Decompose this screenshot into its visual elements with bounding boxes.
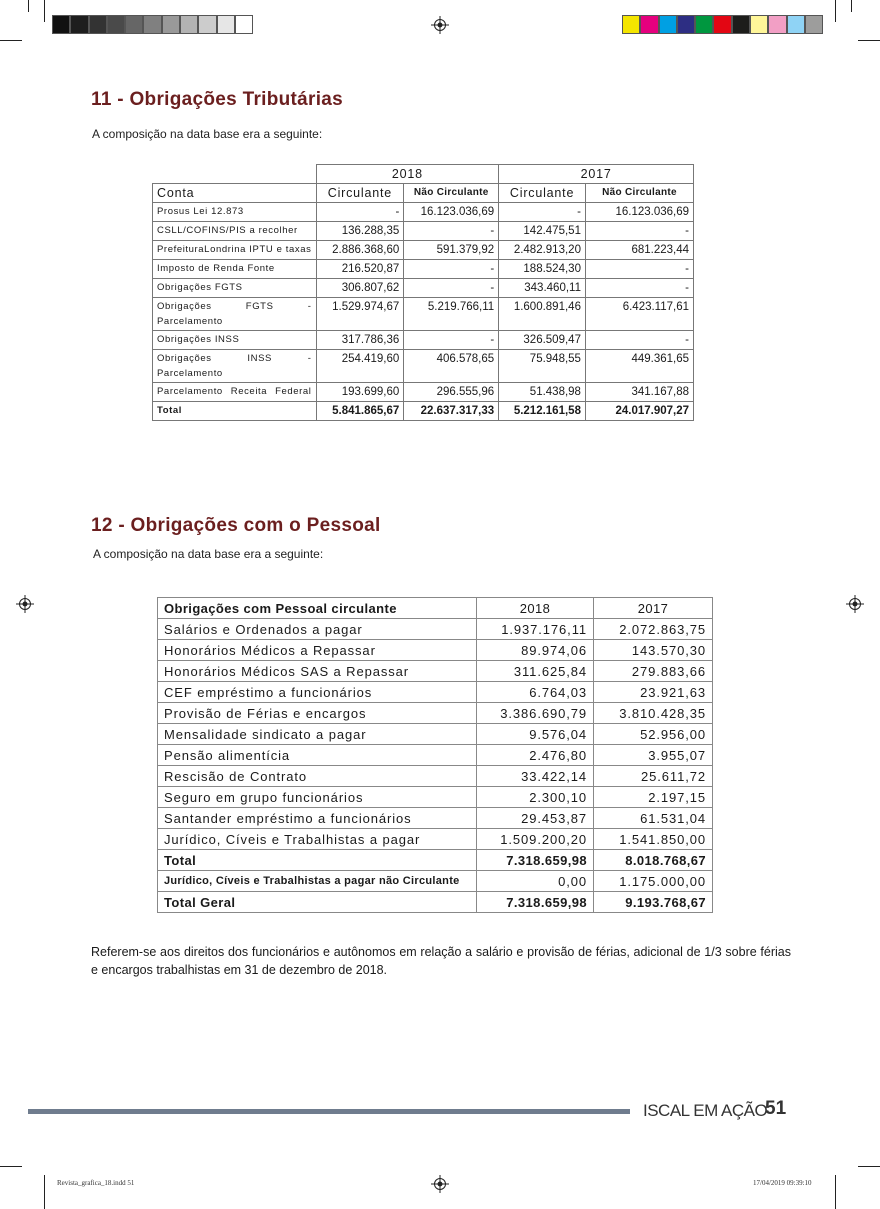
- row-value: 317.786,36: [316, 331, 404, 350]
- row-value: -: [585, 279, 693, 298]
- row-value: 681.223,44: [585, 241, 693, 260]
- row-label: Mensalidade sindicato a pagar: [158, 724, 477, 745]
- row-value: 326.509,47: [499, 331, 586, 350]
- row-label: Obrigações FGTS: [153, 279, 317, 298]
- row-label: Honorários Médicos a Repassar: [158, 640, 477, 661]
- table-row: [153, 383, 694, 402]
- table-row: [158, 745, 713, 766]
- row-label: Obrigações FGTS - Parcelamento: [153, 298, 317, 331]
- row-value: 6.423.117,61: [585, 298, 693, 331]
- explanation-paragraph: Referem-se aos direitos dos funcionários e autônomos em relação a salário e provisão de férias, adicional de 1/3 sobre férias e encargos trabalhistas em 31 de dezembro de 2018.: [91, 945, 791, 977]
- table-row: [158, 808, 713, 829]
- total-value: 7.318.659,98: [477, 850, 594, 871]
- table-row: [158, 724, 713, 745]
- table-row: [153, 241, 694, 260]
- row-label: Obrigações INSS: [153, 331, 317, 350]
- table-row: [153, 203, 694, 222]
- row-value: 3.955,07: [594, 745, 713, 766]
- section-12-intro: A composição na data base era a seguinte:: [93, 547, 324, 561]
- table-row: [158, 640, 713, 661]
- table-row: [158, 682, 713, 703]
- total-label: Total: [158, 850, 477, 871]
- total-value: 24.017.907,27: [585, 402, 693, 421]
- crop-mark: [858, 40, 880, 41]
- column-header-label: Obrigações com Pessoal circulante: [158, 598, 477, 619]
- row-value: 25.611,72: [594, 766, 713, 787]
- color-swatch: [162, 15, 180, 34]
- row-value: 216.520,87: [316, 260, 404, 279]
- column-header-nao-circulante: Não Circulante: [404, 184, 499, 203]
- year-header: 2017: [499, 165, 694, 184]
- total-value: 5.212.161,58: [499, 402, 586, 421]
- row-label: Parcelamento Receita Federal: [153, 383, 317, 402]
- section-11-title: 11 - Obrigações Tributárias: [91, 89, 344, 110]
- row-value: 311.625,84: [477, 661, 594, 682]
- row-value: 23.921,63: [594, 682, 713, 703]
- color-swatch: [659, 15, 677, 34]
- row-value: -: [585, 222, 693, 241]
- table-row: [153, 279, 694, 298]
- color-swatch: [750, 15, 768, 34]
- row-value: 188.524,30: [499, 260, 586, 279]
- row-value: 1.600.891,46: [499, 298, 586, 331]
- row-label: Honorários Médicos SAS a Repassar: [158, 661, 477, 682]
- row-value: 341.167,88: [585, 383, 693, 402]
- crop-mark: [44, 1175, 45, 1209]
- color-swatch: [695, 15, 713, 34]
- table-grand-total-row: [158, 892, 713, 913]
- column-header-circulante: Circulante: [316, 184, 404, 203]
- table-total-row: [153, 402, 694, 421]
- row-label: CSLL/COFINS/PIS a recolher: [153, 222, 317, 241]
- row-value: 1.529.974,67: [316, 298, 404, 331]
- crop-mark: [0, 40, 22, 41]
- row-label: Santander empréstimo a funcionários: [158, 808, 477, 829]
- row-value: 51.438,98: [499, 383, 586, 402]
- row-value: 193.699,60: [316, 383, 404, 402]
- table-row: [153, 260, 694, 279]
- total-value: 22.637.317,33: [404, 402, 499, 421]
- color-swatch: [787, 15, 805, 34]
- color-swatch: [89, 15, 107, 34]
- row-value: -: [499, 203, 586, 222]
- color-swatch: [143, 15, 161, 34]
- row-value: 9.576,04: [477, 724, 594, 745]
- footer-brand: ISCAL EM AÇÃO: [643, 1101, 768, 1120]
- row-value: 89.974,06: [477, 640, 594, 661]
- row-value: 142.475,51: [499, 222, 586, 241]
- footer-bar: [28, 1109, 630, 1114]
- grand-total-label: Total Geral: [158, 892, 477, 913]
- slug-file: Revista_grafica_18.indd 51: [57, 1179, 135, 1187]
- row-value: 306.807,62: [316, 279, 404, 298]
- row-value: -: [404, 260, 499, 279]
- color-swatch: [768, 15, 786, 34]
- column-header-nao-circulante: Não Circulante: [585, 184, 693, 203]
- row-label: Jurídico, Cíveis e Trabalhistas a pagar: [158, 829, 477, 850]
- table-total-row: [158, 850, 713, 871]
- row-value: 406.578,65: [404, 350, 499, 383]
- grand-total-value: 9.193.768,67: [594, 892, 713, 913]
- table-row: [158, 703, 713, 724]
- row-value: 0,00: [477, 871, 594, 892]
- crop-mark: [835, 0, 836, 22]
- row-label: Seguro em grupo funcionários: [158, 787, 477, 808]
- table-row: [158, 787, 713, 808]
- slug-date: 17/04/2019 09:39:10: [753, 1179, 812, 1187]
- row-value: 3.810.428,35: [594, 703, 713, 724]
- color-swatch: [125, 15, 143, 34]
- column-header-2017: 2017: [594, 598, 713, 619]
- row-value: -: [404, 279, 499, 298]
- registration-mark-icon: [431, 1175, 449, 1193]
- crop-mark: [835, 1175, 836, 1209]
- row-label: Provisão de Férias e encargos: [158, 703, 477, 724]
- row-value: 254.419,60: [316, 350, 404, 383]
- row-value: -: [404, 222, 499, 241]
- row-value: 1.937.176,11: [477, 619, 594, 640]
- table-row: [158, 661, 713, 682]
- row-value: 75.948,55: [499, 350, 586, 383]
- color-swatch: [235, 15, 253, 34]
- table-row: [158, 871, 713, 892]
- row-value: -: [316, 203, 404, 222]
- row-label: Rescisão de Contrato: [158, 766, 477, 787]
- row-value: 2.886.368,60: [316, 241, 404, 260]
- row-value: 1.541.850,00: [594, 829, 713, 850]
- empty-header-cell: [153, 165, 317, 184]
- row-value: 16.123.036,69: [585, 203, 693, 222]
- registration-mark-icon: [846, 595, 864, 613]
- color-swatch: [52, 15, 70, 34]
- row-value: 2.197,15: [594, 787, 713, 808]
- color-swatch: [107, 15, 125, 34]
- tax-obligations-table: [152, 164, 694, 421]
- color-swatch: [640, 15, 658, 34]
- row-value: -: [585, 331, 693, 350]
- color-swatch: [217, 15, 235, 34]
- crop-mark: [28, 0, 29, 12]
- total-value: 8.018.768,67: [594, 850, 713, 871]
- row-value: 136.288,35: [316, 222, 404, 241]
- row-value: 449.361,65: [585, 350, 693, 383]
- table-row: [158, 619, 713, 640]
- color-swatch: [805, 15, 823, 34]
- color-swatch: [713, 15, 731, 34]
- row-value: 343.460,11: [499, 279, 586, 298]
- row-value: 143.570,30: [594, 640, 713, 661]
- row-label: Pensão alimentícia: [158, 745, 477, 766]
- color-swatch: [622, 15, 640, 34]
- row-label: Jurídico, Cíveis e Trabalhistas a pagar não Circulante: [158, 871, 477, 892]
- crop-mark: [44, 0, 45, 22]
- color-swatch: [198, 15, 216, 34]
- row-value: 33.422,14: [477, 766, 594, 787]
- row-label: Prosus Lei 12.873: [153, 203, 317, 222]
- total-value: 5.841.865,67: [316, 402, 404, 421]
- crop-mark: [858, 1166, 880, 1167]
- row-value: 279.883,66: [594, 661, 713, 682]
- table-row: [153, 222, 694, 241]
- table-row: [158, 829, 713, 850]
- registration-mark-icon: [431, 16, 449, 34]
- crop-mark: [0, 1166, 22, 1167]
- row-value: -: [404, 331, 499, 350]
- color-swatch: [70, 15, 88, 34]
- column-header-conta: Conta: [153, 184, 317, 203]
- row-value: 1.175.000,00: [594, 871, 713, 892]
- grand-total-value: 7.318.659,98: [477, 892, 594, 913]
- table-row: [153, 298, 694, 331]
- page-number: 51: [765, 1098, 787, 1119]
- row-label: CEF empréstimo a funcionários: [158, 682, 477, 703]
- row-value: 2.476,80: [477, 745, 594, 766]
- row-value: 591.379,92: [404, 241, 499, 260]
- row-label: Salários e Ordenados a pagar: [158, 619, 477, 640]
- row-value: -: [585, 260, 693, 279]
- row-value: 1.509.200,20: [477, 829, 594, 850]
- table-row: [158, 766, 713, 787]
- row-value: 52.956,00: [594, 724, 713, 745]
- table-row: [153, 331, 694, 350]
- personnel-obligations-table: [157, 597, 713, 913]
- row-value: 296.555,96: [404, 383, 499, 402]
- row-value: 3.386.690,79: [477, 703, 594, 724]
- row-value: 16.123.036,69: [404, 203, 499, 222]
- row-label: Imposto de Renda Fonte: [153, 260, 317, 279]
- section-12-title: 12 - Obrigações com o Pessoal: [91, 515, 381, 536]
- crop-mark: [851, 0, 852, 12]
- row-value: 6.764,03: [477, 682, 594, 703]
- table-row: [153, 350, 694, 383]
- column-header-2018: 2018: [477, 598, 594, 619]
- registration-mark-icon: [16, 595, 34, 613]
- color-swatch: [180, 15, 198, 34]
- grayscale-color-bar: [52, 15, 253, 34]
- section-11-intro: A composição na data base era a seguinte:: [92, 127, 323, 141]
- row-value: 2.482.913,20: [499, 241, 586, 260]
- row-value: 5.219.766,11: [404, 298, 499, 331]
- total-label: Total: [153, 402, 317, 421]
- row-label: Obrigações INSS - Parcelamento: [153, 350, 317, 383]
- year-header: 2018: [316, 165, 499, 184]
- row-value: 2.300,10: [477, 787, 594, 808]
- row-value: 2.072.863,75: [594, 619, 713, 640]
- color-swatch: [732, 15, 750, 34]
- row-value: 61.531,04: [594, 808, 713, 829]
- process-color-bar: [622, 15, 823, 34]
- row-label: PrefeituraLondrina IPTU e taxas: [153, 241, 317, 260]
- color-swatch: [677, 15, 695, 34]
- column-header-circulante: Circulante: [499, 184, 586, 203]
- row-value: 29.453,87: [477, 808, 594, 829]
